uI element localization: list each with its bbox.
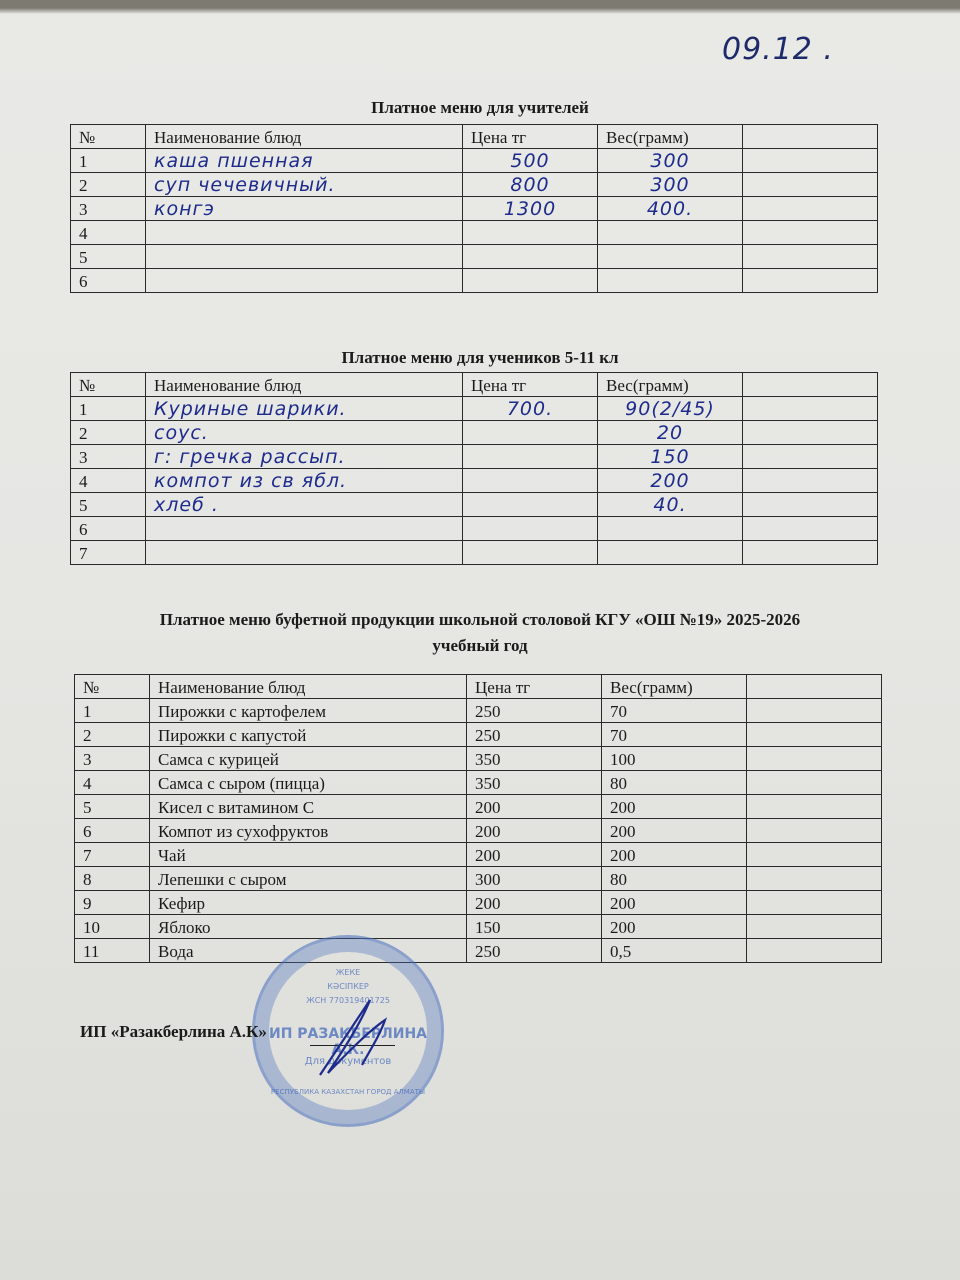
table-row: [71, 149, 878, 173]
table-row: [75, 891, 882, 915]
weight: 70: [602, 699, 747, 723]
dish-name: Пирожки с картофелем: [150, 699, 467, 723]
table-header-row: [71, 373, 878, 397]
header-cell: №: [71, 373, 146, 397]
header-cell: Вес(грамм): [598, 373, 743, 397]
students-menu-table: [70, 372, 878, 565]
extra-cell: [747, 843, 882, 867]
price: [463, 445, 598, 469]
row-number: 5: [71, 493, 146, 517]
price: 500: [463, 149, 598, 173]
weight: 70: [602, 723, 747, 747]
weight: [598, 245, 743, 269]
weight: 90(2/45): [598, 397, 743, 421]
table-row: [71, 469, 878, 493]
price: [463, 541, 598, 565]
stamp-ring-text: РЕСПУБЛИКА КАЗАХСТАН ГОРОД АЛМАТЫ: [270, 1088, 426, 1096]
extra-cell: [743, 245, 878, 269]
price: [463, 517, 598, 541]
weight: 200: [602, 819, 747, 843]
header-cell: №: [75, 675, 150, 699]
row-number: 6: [71, 517, 146, 541]
extra-cell: [747, 723, 882, 747]
price: 250: [467, 699, 602, 723]
stamp-line: ЖСН 770319401725: [306, 996, 390, 1005]
dish-name: соус.: [146, 421, 463, 445]
dish-name: Лепешки с сыром: [150, 867, 467, 891]
table-row: [71, 421, 878, 445]
header-cell: Наименование блюд: [146, 125, 463, 149]
weight: 40.: [598, 493, 743, 517]
header-cell: Цена тг: [467, 675, 602, 699]
price: 150: [467, 915, 602, 939]
header-cell: Вес(грамм): [598, 125, 743, 149]
price: 350: [467, 771, 602, 795]
row-number: 2: [71, 173, 146, 197]
teachers-menu-title: Платное меню для учителей: [371, 98, 589, 117]
extra-cell: [743, 445, 878, 469]
price: 300: [467, 867, 602, 891]
table-row: [75, 843, 882, 867]
weight: 100: [602, 747, 747, 771]
price: 350: [467, 747, 602, 771]
dish-name: Вода: [150, 939, 467, 963]
price: 250: [467, 723, 602, 747]
price: 700.: [463, 397, 598, 421]
extra-cell: [743, 421, 878, 445]
row-number: 3: [75, 747, 150, 771]
weight: 200: [602, 915, 747, 939]
table-row: [71, 445, 878, 469]
extra-cell: [743, 469, 878, 493]
table-row: [71, 245, 878, 269]
price: [463, 493, 598, 517]
row-number: 4: [71, 469, 146, 493]
price: 250: [467, 939, 602, 963]
teachers-menu-table: [70, 124, 878, 293]
row-number: 10: [75, 915, 150, 939]
table-row: [75, 771, 882, 795]
weight: [598, 221, 743, 245]
price: 200: [467, 819, 602, 843]
extra-cell: [743, 269, 878, 293]
header-cell: [747, 675, 882, 699]
header-cell: [743, 125, 878, 149]
row-number: 6: [71, 269, 146, 293]
table-row: [71, 397, 878, 421]
row-number: 4: [71, 221, 146, 245]
row-number: 7: [71, 541, 146, 565]
table-row: [71, 197, 878, 221]
header-cell: Наименование блюд: [150, 675, 467, 699]
document-sheet: [0, 10, 960, 1280]
header-cell: [743, 373, 878, 397]
dish-name: [146, 245, 463, 269]
row-number: 3: [71, 445, 146, 469]
dish-name: [146, 269, 463, 293]
table-row: [75, 915, 882, 939]
table-row: [75, 699, 882, 723]
header-cell: №: [71, 125, 146, 149]
price: [463, 221, 598, 245]
header-cell: Наименование блюд: [146, 373, 463, 397]
extra-cell: [747, 699, 882, 723]
extra-cell: [747, 867, 882, 891]
row-number: 8: [75, 867, 150, 891]
row-number: 5: [71, 245, 146, 269]
dish-name: конгэ: [146, 197, 463, 221]
header-cell: Вес(грамм): [602, 675, 747, 699]
dish-name: Куриные шарики.: [146, 397, 463, 421]
weight: 150: [598, 445, 743, 469]
price: 200: [467, 891, 602, 915]
row-number: 9: [75, 891, 150, 915]
extra-cell: [747, 771, 882, 795]
dish-name: г: гречка рассып.: [146, 445, 463, 469]
row-number: 3: [71, 197, 146, 221]
weight: 200: [602, 795, 747, 819]
dish-name: Самса с сыром (пицца): [150, 771, 467, 795]
row-number: 11: [75, 939, 150, 963]
table-row: [75, 795, 882, 819]
weight: 300: [598, 149, 743, 173]
signature-scribble-icon: [300, 995, 410, 1085]
table-header-row: [71, 125, 878, 149]
header-cell: Цена тг: [463, 125, 598, 149]
weight: 80: [602, 771, 747, 795]
price: 800: [463, 173, 598, 197]
dish-name: [146, 221, 463, 245]
weight: 80: [602, 867, 747, 891]
table-header-row: [75, 675, 882, 699]
weight: 300: [598, 173, 743, 197]
buffet-menu-title: Платное меню буфетной продукции школьной столовой КГУ «ОШ №19» 2025-2026: [159, 610, 801, 629]
extra-cell: [747, 819, 882, 843]
dish-name: Чай: [150, 843, 467, 867]
dish-name: Кисел с витамином С: [150, 795, 467, 819]
row-number: 4: [75, 771, 150, 795]
table-row: [75, 747, 882, 771]
price: 1300: [463, 197, 598, 221]
dish-name: [146, 517, 463, 541]
row-number: 5: [75, 795, 150, 819]
row-number: 2: [71, 421, 146, 445]
price: [463, 269, 598, 293]
dish-name: Самса с курицей: [150, 747, 467, 771]
row-number: 1: [71, 397, 146, 421]
stamp-line: КӘСІПКЕР: [327, 982, 369, 991]
table-row: [75, 819, 882, 843]
extra-cell: [743, 493, 878, 517]
dish-name: Пирожки с капустой: [150, 723, 467, 747]
signatory-label: ИП «Разакберлина А.К»: [80, 1022, 267, 1041]
extra-cell: [747, 747, 882, 771]
stamp-line: ЖЕКЕ: [335, 968, 361, 977]
table-row: [71, 541, 878, 565]
dish-name: суп чечевичный.: [146, 173, 463, 197]
price: 200: [467, 795, 602, 819]
dish-name: хлеб .: [146, 493, 463, 517]
dish-name: каша пшенная: [146, 149, 463, 173]
weight: 200: [602, 891, 747, 915]
dish-name: Кефир: [150, 891, 467, 915]
price: 200: [467, 843, 602, 867]
weight: 200: [602, 843, 747, 867]
extra-cell: [747, 915, 882, 939]
row-number: 6: [75, 819, 150, 843]
row-number: 1: [71, 149, 146, 173]
table-row: [71, 173, 878, 197]
table-row: [71, 493, 878, 517]
dish-name: Компот из сухофруктов: [150, 819, 467, 843]
extra-cell: [743, 221, 878, 245]
header-cell: Цена тг: [463, 373, 598, 397]
extra-cell: [743, 173, 878, 197]
buffet-menu-table: [74, 674, 882, 963]
weight: [598, 269, 743, 293]
extra-cell: [747, 891, 882, 915]
row-number: 1: [75, 699, 150, 723]
weight: 400.: [598, 197, 743, 221]
extra-cell: [743, 517, 878, 541]
buffet-menu-title-line2: учебный год: [432, 636, 528, 655]
handwritten-date: 09.12 .: [722, 32, 834, 67]
dish-name: компот из св ябл.: [146, 469, 463, 493]
weight: [598, 541, 743, 565]
weight: 200: [598, 469, 743, 493]
dish-name: [146, 541, 463, 565]
table-row: [71, 221, 878, 245]
weight: 20: [598, 421, 743, 445]
dish-name: Яблоко: [150, 915, 467, 939]
weight: 0,5: [602, 939, 747, 963]
row-number: 2: [75, 723, 150, 747]
price: [463, 421, 598, 445]
table-row: [75, 867, 882, 891]
table-row: [71, 269, 878, 293]
weight: [598, 517, 743, 541]
table-row: [75, 939, 882, 963]
row-number: 7: [75, 843, 150, 867]
stamp-main-text: ИП РАЗАКБЕРЛИНА А.К.: [268, 1026, 428, 1058]
extra-cell: [743, 397, 878, 421]
extra-cell: [743, 541, 878, 565]
extra-cell: [743, 149, 878, 173]
extra-cell: [747, 939, 882, 963]
table-row: [75, 723, 882, 747]
students-menu-title: Платное меню для учеников 5-11 кл: [341, 348, 619, 367]
price: [463, 469, 598, 493]
price: [463, 245, 598, 269]
extra-cell: [747, 795, 882, 819]
stamp-line: Для документов: [304, 1056, 392, 1067]
extra-cell: [743, 197, 878, 221]
table-row: [71, 517, 878, 541]
